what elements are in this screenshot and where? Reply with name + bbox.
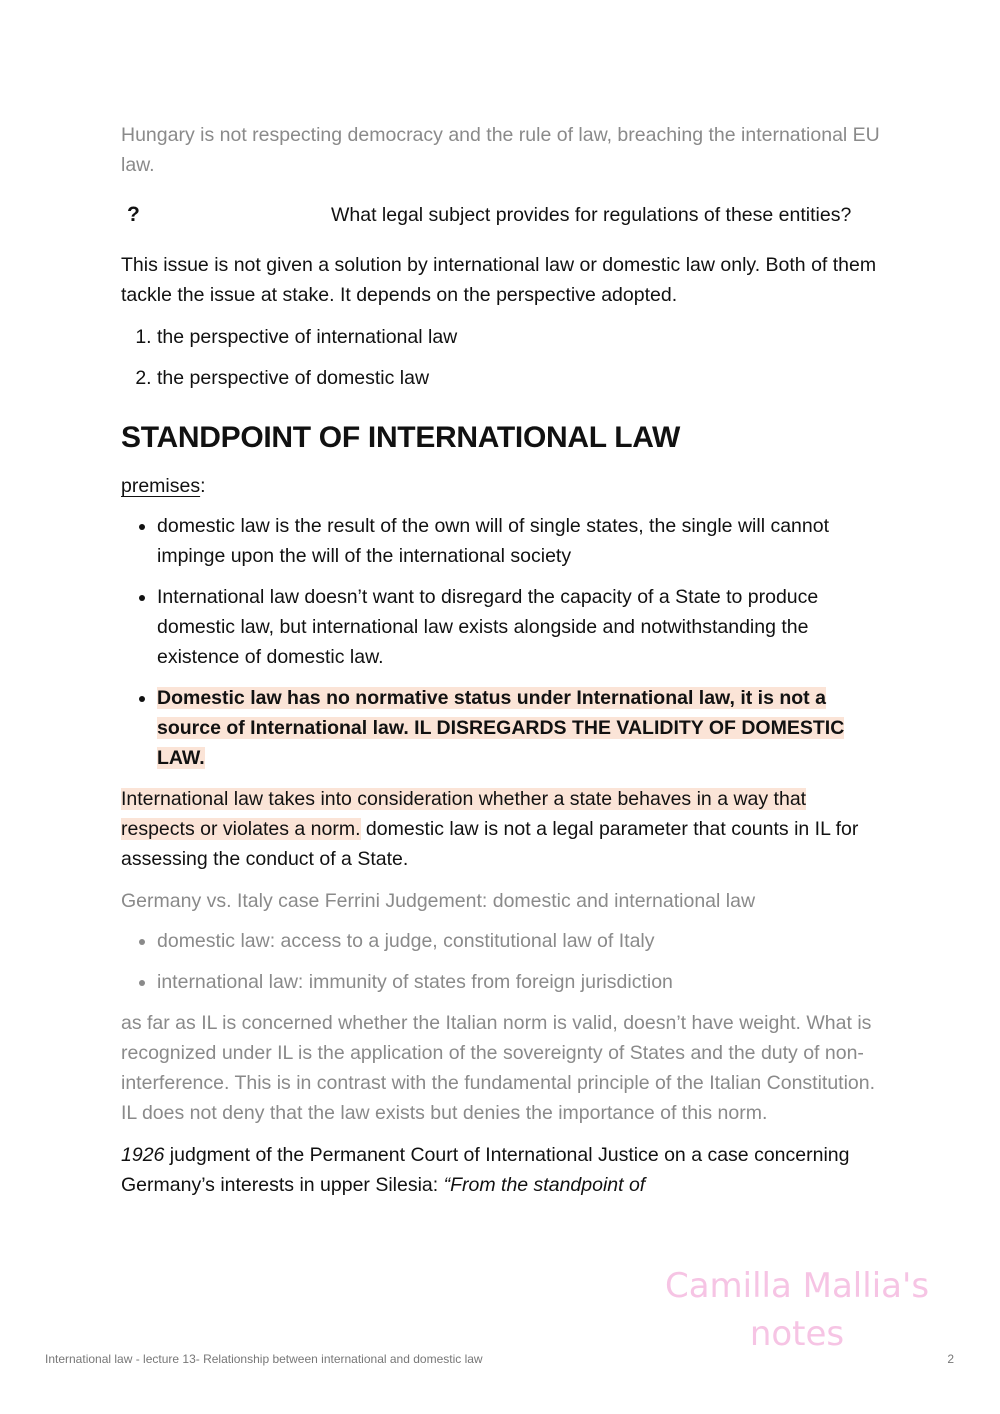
question-mark-icon: ? [127, 203, 140, 226]
paragraph-judgment [121, 1140, 881, 1200]
judgment-year: 1926 [121, 1144, 165, 1166]
highlighted-premise: Domestic law has no normative status under International law, it is not a source of International law. IL DISREGARDS THE VALIDITY OF DOMESTIC LAW. [157, 687, 845, 769]
list-item: • domestic law is the result of the own will of single states, the single will cannot impinge upon the will of the international society [157, 511, 881, 571]
watermark: Camilla Mallia's notes [664, 1266, 930, 1354]
premises-colon: : [200, 475, 206, 497]
page-number: 2 [947, 1352, 954, 1366]
list-item: 2. the perspective of domestic law [157, 363, 881, 393]
case-list [121, 926, 881, 997]
page-content [121, 120, 881, 1200]
list-item: • international law: immunity of states from foreign jurisdiction [157, 967, 881, 997]
highlighted-text: International law takes into consideration whether a state behaves in a way that respects or violates a norm. [121, 788, 807, 840]
footer-title: International law - lecture 13- Relationship between international and domestic law [45, 1352, 483, 1366]
paragraph-text: domestic law is not a legal parameter that counts in IL for assessing the conduct of a State. [121, 818, 859, 870]
case-title: Germany vs. Italy case Ferrini Judgement: domestic and international law [121, 890, 756, 912]
callout-question: What legal subject provides for regulations of these entities? [331, 204, 852, 226]
list-item: • International law doesn’t want to disregard the capacity of a State to produce domestic law, but international law exists alongside and notwithstanding the existence of domestic law. [157, 582, 881, 672]
case-paragraph: as far as IL is concerned whether the Italian norm is valid, doesn’t have weight. What is recognized under IL is the application of the sovereignty of States and the duty of non-interference. This is in contrast with the fundamental principle of the Italian Constitution. IL does not deny that the law exists but denies the importance of this norm. [121, 1012, 876, 1124]
callout-box [121, 200, 881, 230]
premises-label: premises [121, 475, 201, 497]
section-heading: STANDPOINT OF INTERNATIONAL LAW [121, 421, 681, 454]
premises-list [121, 511, 881, 773]
judgment-quote: “From the standpoint of [443, 1174, 646, 1196]
premises-label-line [121, 471, 881, 501]
paragraph-il-consideration [121, 784, 881, 874]
list-item: • domestic law: access to a judge, constitutional law of Italy [157, 926, 881, 956]
perspectives-list [121, 322, 881, 393]
paragraph-solution: This issue is not given a solution by international law or domestic law only. Both of them tackle the issue at stake. It depends on the perspective adopted. [121, 254, 877, 306]
list-item: 1. the perspective of international law [157, 322, 881, 352]
judgment-text: judgment of the Permanent Court of International Justice on a case concerning Germany’s interests in upper Silesia: [121, 1144, 850, 1196]
list-item [157, 683, 881, 773]
intro-paragraph: Hungary is not respecting democracy and the rule of law, breaching the international EU law. [121, 124, 880, 176]
